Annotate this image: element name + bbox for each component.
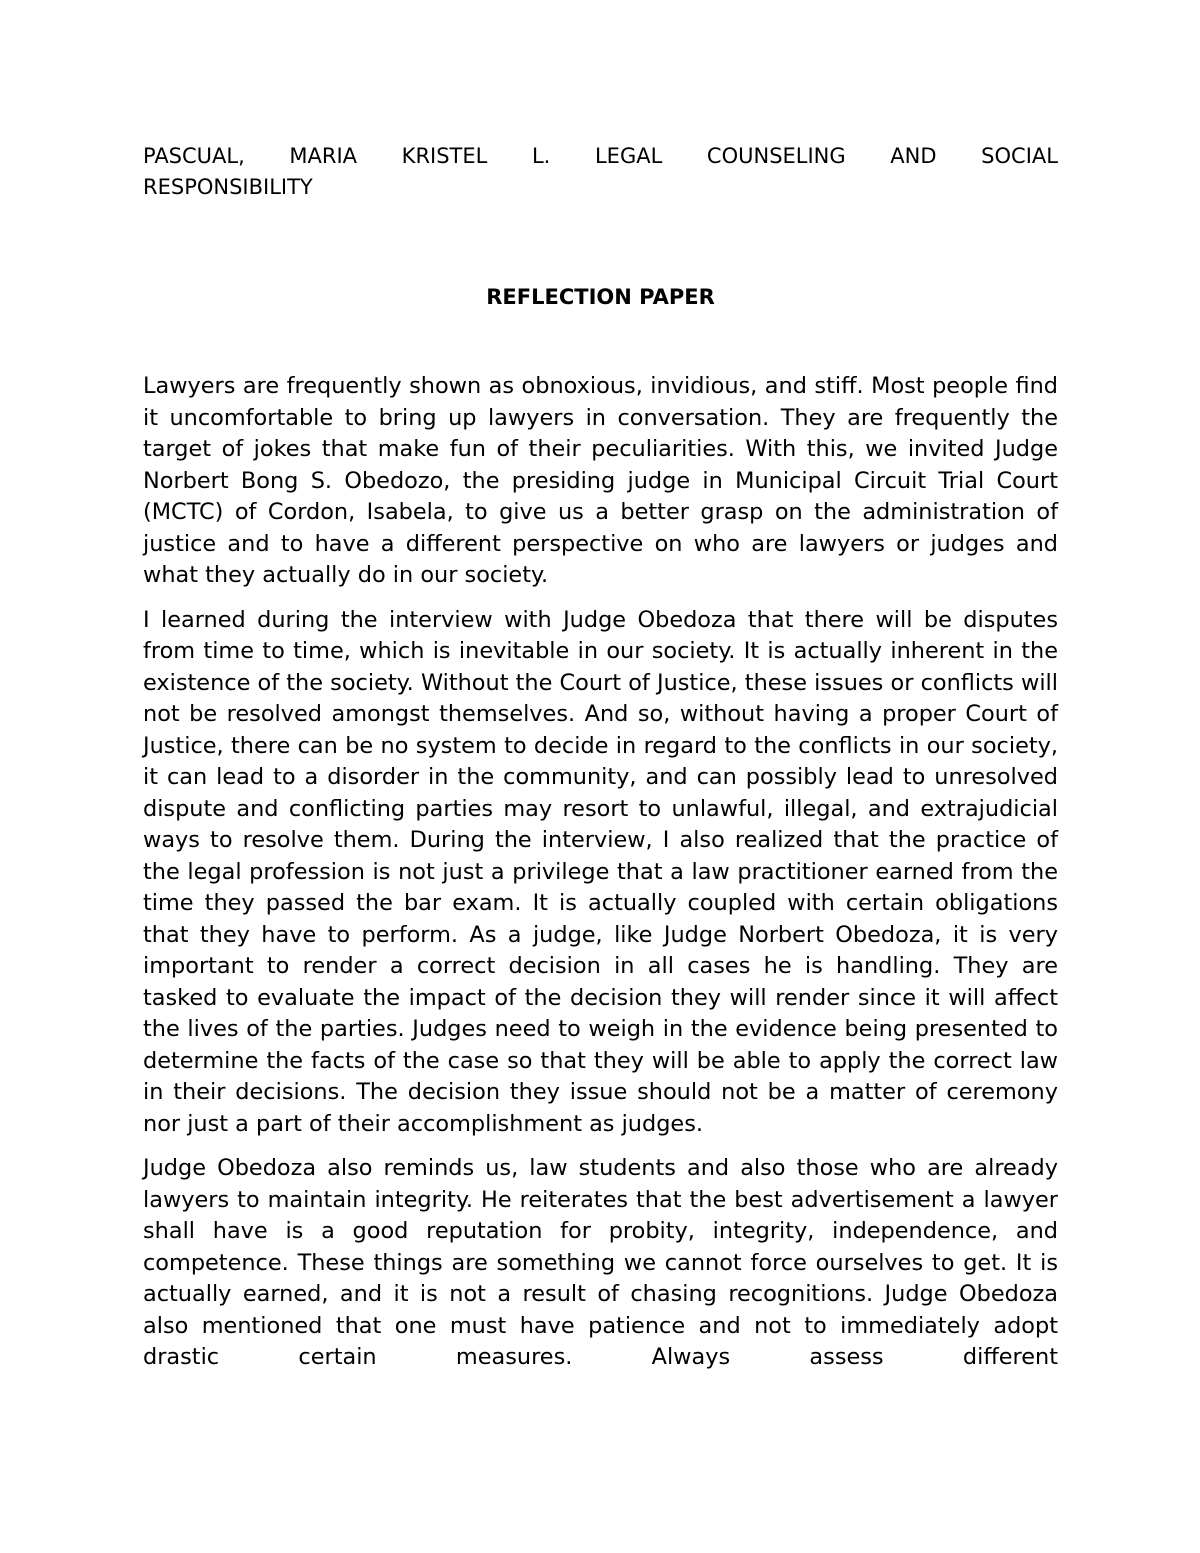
course-word-and: AND: [890, 144, 937, 168]
course-word-social: SOCIAL: [981, 144, 1058, 168]
paragraph-1: Lawyers are frequently shown as obnoxious, invidious, and stiff. Most people find it uncomfortable to bring up lawyers in conversation. They are frequently the target of jokes that make fun of their peculiarities. With this, we invited Judge Norbert Bong S. Obedozo, the presiding judge in Municipal Circuit Trial Court (MCTC) of Cordon, Isabela, to give us a better grasp on the administration of justice and to have a different perspective on who are lawyers or judges and what they actually do in our society.: [143, 373, 1058, 588]
course-title-continued: RESPONSIBILITY: [143, 175, 313, 199]
author-name: PASCUAL, MARIA KRISTEL L.: [143, 144, 551, 168]
course-word-legal: LEGAL: [594, 144, 663, 168]
paragraph-2: I learned during the interview with Judge Obedoza that there will be disputes from time to time, which is inevitable in our society. It is actually inherent in the existence of the society. Without the Court of Justice, these issues or conflicts will not be resolved amongst themselves. And so, without having a proper Court of Justice, there can be no system to decide in regard to the conflicts in our society, it can lead to a disorder in the community, and can possibly lead to unresolved dispute and conflicting parties may resort to unlawful, illegal, and extrajudicial ways to resolve them. During the interview, I also realized that the practice of the legal profession is not just a privilege that a law practitioner earned from the time they passed the bar exam. It is actually coupled with certain obligations that they have to perform. As a judge, like Judge Norbert Obedoza, it is very important to render a correct decision in all cases he is handling. They are tasked to evaluate the impact of the decision they will render since it will affect the lives of the parties. Judges need to weigh in the evidence being presented to determine the facts of the case so that they will be able to apply the correct law in their decisions. The decision they issue should not be a matter of ceremony nor just a part of their accomplishment as judges.: [143, 606, 1058, 1137]
course-word-counseling: COUNSELING: [706, 144, 846, 168]
page-title: REFLECTION PAPER: [486, 285, 715, 309]
paragraph-3: Judge Obedoza also reminds us, law students and also those who are already lawyers to maintain integrity. He reiterates that the best advertisement a lawyer shall have is a good reputation for probity, integrity, independence, and competence. These things are something we cannot force ourselves to get. It is actually earned, and it is not a result of chasing recognitions. Judge Obedoza also mentioned that one must have patience and not to immediately adopt drastic certain measures. Always assess different: [143, 1155, 1058, 1370]
document-page: [143, 141, 1058, 1374]
header-line: [143, 141, 1058, 172]
